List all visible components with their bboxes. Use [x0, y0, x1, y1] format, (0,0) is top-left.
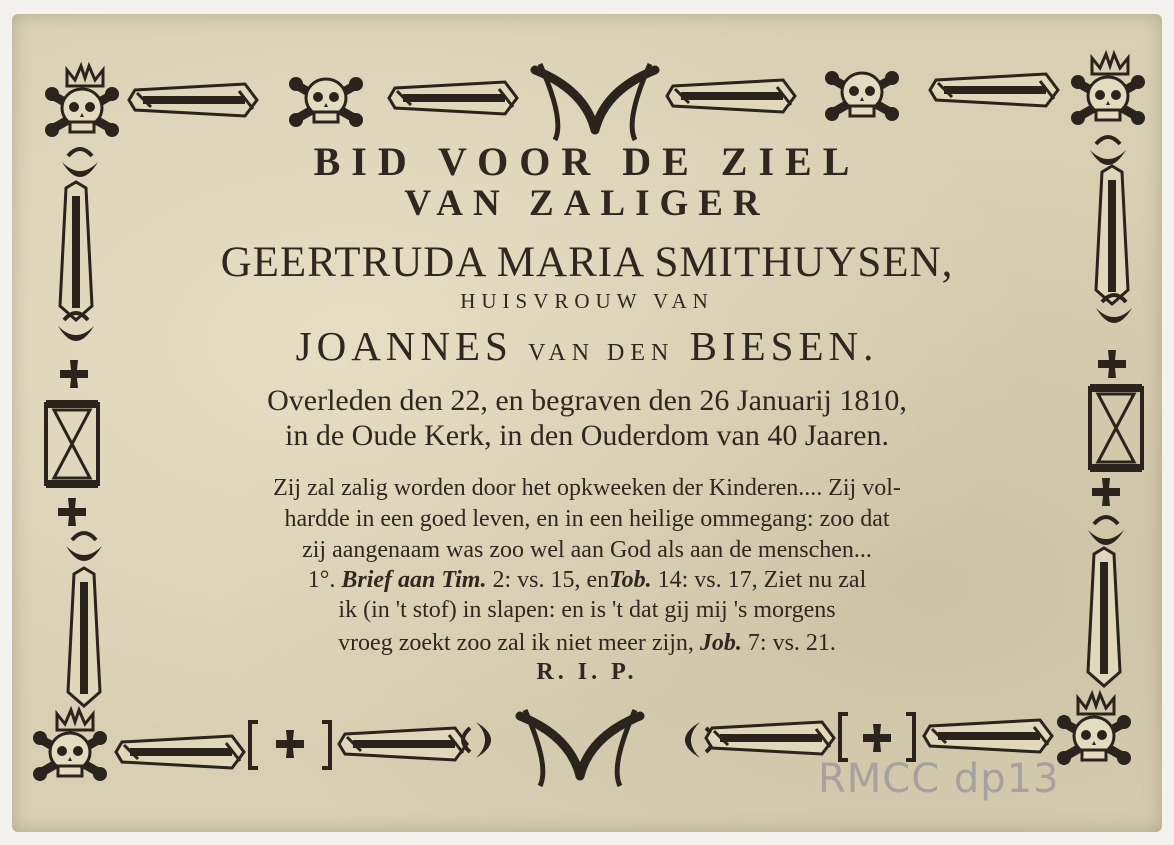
- skull-crossbones-icon: [1071, 75, 1145, 125]
- coffin-band-icon: [930, 74, 1058, 106]
- verse-text: vroeg zoekt zoo zal ik niet meer zijn,: [338, 630, 694, 656]
- rip-closing: R. I. P.: [536, 659, 638, 685]
- cross-icon: [840, 714, 914, 760]
- archive-stamp: RMCC dp13: [818, 756, 1060, 802]
- skull-crossbones-icon: [1057, 715, 1131, 765]
- scripture-ref-tob-verse: 14: vs. 17, Ziet nu zal: [657, 567, 867, 593]
- deceased-name: GEERTRUDA MARIA SMITHUYSEN,: [220, 239, 954, 286]
- spouse-surname: BIESEN.: [689, 323, 879, 369]
- verse-line-6: [0, 630, 1174, 657]
- coffin-band-icon: [129, 84, 257, 116]
- skull-crossbones-icon: [45, 87, 119, 137]
- scripture-ref-tim: Brief aan Tim.: [341, 567, 487, 593]
- scythe-icon: [520, 710, 640, 786]
- coffin-band-icon: [924, 720, 1052, 752]
- coffin-band-icon: [706, 722, 834, 754]
- crown-icon: [57, 710, 93, 730]
- crescent-icon: [463, 722, 491, 758]
- coffin-band-icon: [116, 736, 244, 768]
- verse-number: 1°.: [307, 567, 336, 593]
- scythe-icon: [535, 64, 655, 140]
- verse-line-4: [0, 567, 1174, 594]
- verse-line-1: Zij zal zalig worden door het opkweeken der Kinderen.... Zij vol-: [273, 475, 901, 501]
- spouse-particle: VAN DEN: [528, 340, 675, 366]
- crown-icon: [67, 66, 103, 86]
- coffin-band-icon: [667, 80, 795, 112]
- spouse-first-name: JOANNES: [295, 323, 513, 369]
- heading-deceased-intro: VAN ZALIGER: [404, 183, 770, 224]
- scripture-ref-job: Job.: [699, 630, 742, 656]
- scripture-ref-job-verse: 7: vs. 21.: [747, 630, 836, 656]
- crown-icon: [1092, 54, 1128, 74]
- burial-place-age: in de Oude Kerk, in den Ouderdom van 40 Jaaren.: [285, 419, 889, 452]
- coffin-band-icon: [339, 728, 467, 760]
- verse-line-5: ik (in 't stof) in slapen: en is 't dat gij mij 's morgens: [338, 597, 836, 623]
- coffin-band-icon: [389, 82, 517, 114]
- heading-prayer: BID VOOR DE ZIEL: [313, 139, 861, 184]
- skull-crossbones-icon: [33, 731, 107, 781]
- crown-icon: [1078, 694, 1114, 714]
- cross-icon: [250, 722, 330, 768]
- spouse-intro: HUISVROUW VAN: [460, 289, 714, 313]
- scripture-ref-tim-verse: 2: vs. 15, en: [492, 567, 610, 593]
- spouse-name: [0, 322, 1174, 370]
- verse-line-2: hardde in een goed leven, en in een heilige ommegang: zoo dat: [284, 506, 890, 532]
- skull-crossbones-icon: [289, 77, 363, 127]
- skull-crossbones-icon: [825, 71, 899, 121]
- scripture-ref-tob: Tob.: [609, 567, 652, 593]
- death-burial-dates: Overleden den 22, en begraven den 26 Januarij 1810,: [267, 384, 907, 417]
- verse-line-3: zij aangenaam was zoo wel aan God als aan de menschen...: [302, 537, 872, 563]
